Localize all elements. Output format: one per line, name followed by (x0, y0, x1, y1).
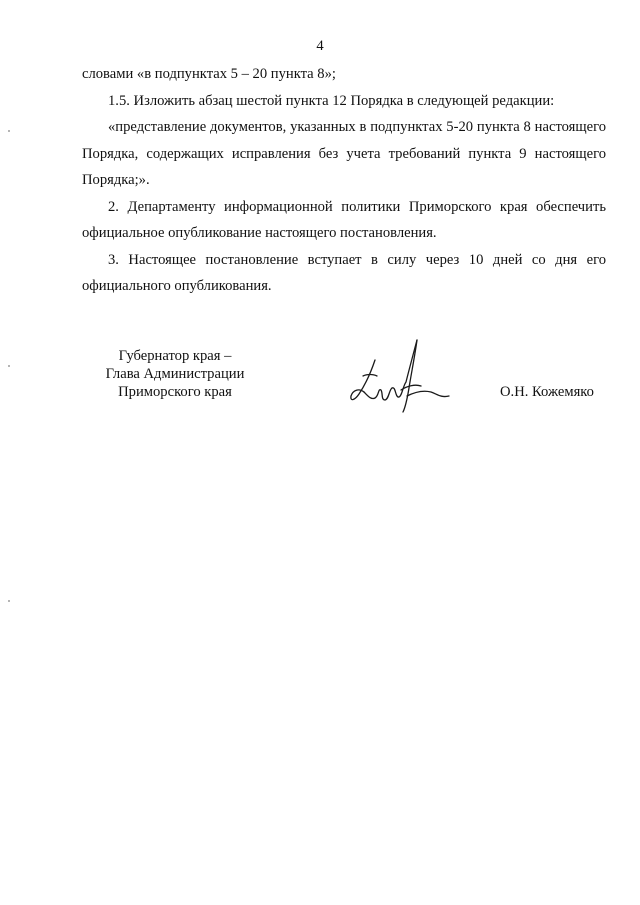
signatory-title (60, 347, 290, 401)
paragraph-item-3: 3. Настоящее постановление вступает в силу через 10 дней со дня его официального опубликования. (82, 251, 606, 294)
paragraph-item-2: 2. Департаменту информационной политики Приморского края обеспечить официальное опубликование настоящего постановления. (82, 198, 606, 241)
paragraph-item-1-5: 1.5. Изложить абзац шестой пункта 12 Порядка в следующей редакции: (108, 92, 555, 109)
paragraph-quoted-wording: «представление документов, указанных в подпунктах 5-20 пункта 8 настоящего Порядка, содержащих исправления без учета требований пункта 9 настоящего Порядка;». (82, 119, 606, 188)
scan-margin-mark (8, 365, 10, 367)
handwritten-signature (345, 330, 455, 420)
document-body (82, 61, 606, 300)
signatory-title-line-1: Губернатор края – (118, 348, 232, 364)
paragraph-continuation: словами «в подпунктах 5 – 20 пункта 8»; (82, 66, 336, 82)
scan-margin-mark (8, 130, 10, 132)
signatory-title-line-2: Глава Администрации (105, 366, 245, 382)
scan-margin-mark (8, 600, 10, 602)
signatory-name: О.Н. Кожемяко (500, 384, 594, 400)
signatory-title-line-3: Приморского края (118, 384, 232, 400)
page-number: 4 (316, 38, 324, 54)
